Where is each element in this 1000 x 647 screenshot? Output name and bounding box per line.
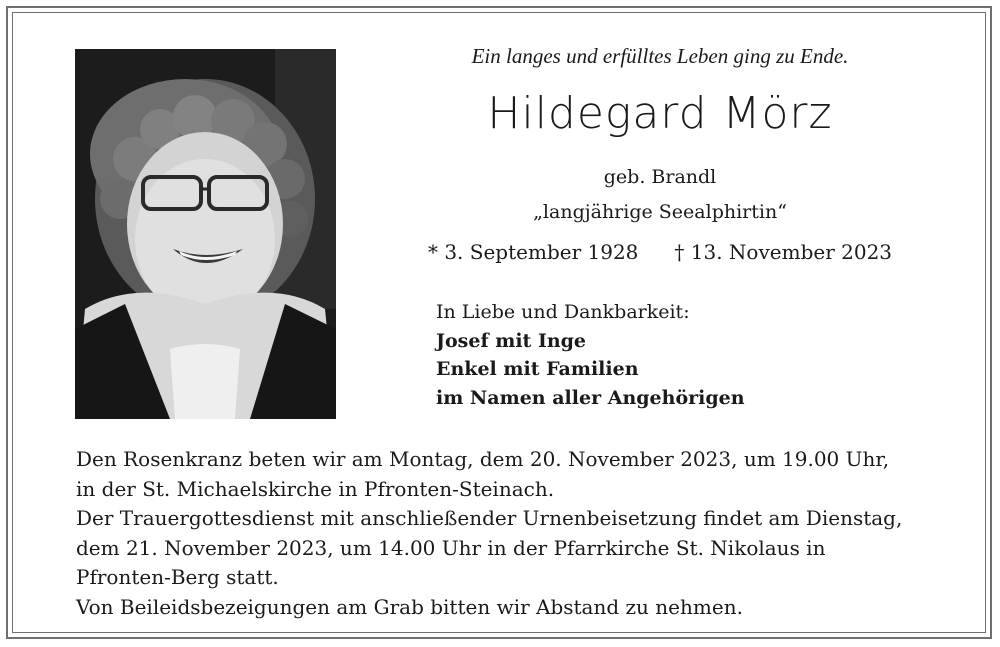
mourner-line: Josef mit Inge bbox=[436, 329, 587, 352]
body-line: in der St. Michaelskirche in Pfronten-Steinach. bbox=[76, 476, 555, 501]
body-line: dem 21. November 2023, um 14.00 Uhr in der Pfarrkirche St. Nikolaus in bbox=[76, 535, 826, 560]
mourner-line: im Namen aller Angehörigen bbox=[436, 386, 745, 409]
portrait-photo bbox=[75, 49, 336, 419]
thanks-intro: In Liebe und Dankbarkeit: bbox=[436, 301, 690, 323]
mourners-block bbox=[436, 298, 745, 412]
epithet: „langjährige Seealphirtin“ bbox=[533, 201, 787, 223]
life-dates bbox=[400, 240, 920, 264]
deceased-name: Hildegard Mörz bbox=[487, 88, 833, 139]
body-line: Den Rosenkranz beten wir am Montag, dem 20. November 2023, um 19.00 Uhr, bbox=[76, 447, 890, 471]
death-date: † 13. November 2023 bbox=[674, 240, 893, 264]
body-line: Von Beileidsbezeigungen am Grab bitten wir Abstand zu nehmen. bbox=[76, 594, 743, 619]
service-details bbox=[76, 445, 956, 622]
mourner-line: Enkel mit Familien bbox=[436, 358, 639, 380]
birth-date: * 3. September 1928 bbox=[427, 240, 639, 264]
body-line: Der Trauergottesdienst mit anschließender Urnenbeisetzung findet am Dienstag, bbox=[76, 506, 903, 530]
maiden-name: geb. Brandl bbox=[603, 166, 717, 188]
motto-line: Ein langes und erfülltes Leben ging zu Ende. bbox=[471, 44, 849, 68]
body-line: Pfronten-Berg statt. bbox=[76, 565, 279, 589]
